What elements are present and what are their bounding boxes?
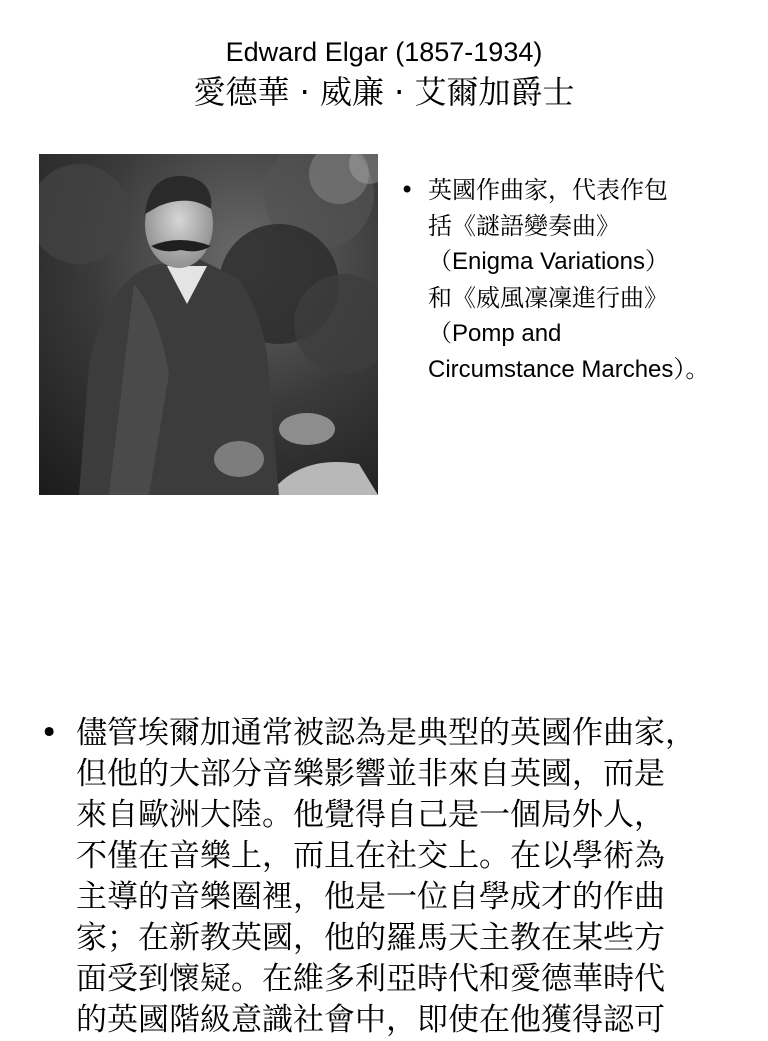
main-line-8: 的英國階級意識社會中，即使在他獲得認可 <box>76 1002 665 1038</box>
main-bullet-list <box>40 713 756 1041</box>
side-line-2: 括《謎語變奏曲》 <box>428 212 620 240</box>
main-bullet-item <box>40 713 756 1041</box>
portrait-photo <box>39 154 378 495</box>
main-line-3: 來自歐洲大陸。他覺得自己是一個局外人， <box>76 797 665 833</box>
side-bullet-item <box>400 172 764 388</box>
main-line-1: 儘管埃爾加通常被認為是典型的英國作曲家， <box>76 715 696 751</box>
side-line-1: 英國作曲家，代表作包 <box>428 176 668 204</box>
side-line-6: Circumstance Marches）。 <box>428 356 710 383</box>
main-line-2: 但他的大部分音樂影響並非來自英國，而是 <box>76 756 665 792</box>
bullet-dot: • <box>400 176 415 204</box>
side-bullet-list <box>400 172 764 388</box>
main-line-4: 不僅在音樂上，而且在社交上。在以學術為 <box>76 838 665 874</box>
title-english: Edward Elgar (1857-1934) <box>225 37 543 67</box>
main-line-7: 面受到懷疑。在維多利亞時代和愛德華時代 <box>76 961 665 997</box>
main-line-5: 主導的音樂圈裡，他是一位自學成才的作曲 <box>76 879 665 915</box>
side-line-3: （Enigma Variations） <box>428 248 669 275</box>
side-line-5: （Pomp and <box>428 320 562 347</box>
portrait-image-icon <box>39 154 378 495</box>
bullet-dot: • <box>40 715 59 751</box>
title-chinese: 愛德華 · 威廉 · 艾爾加爵士 <box>193 72 575 111</box>
slide-title <box>0 36 768 112</box>
side-line-4: 和《威風凜凜進行曲》 <box>428 284 668 312</box>
main-line-6: 家；在新教英國，他的羅馬天主教在某些方 <box>76 920 665 956</box>
